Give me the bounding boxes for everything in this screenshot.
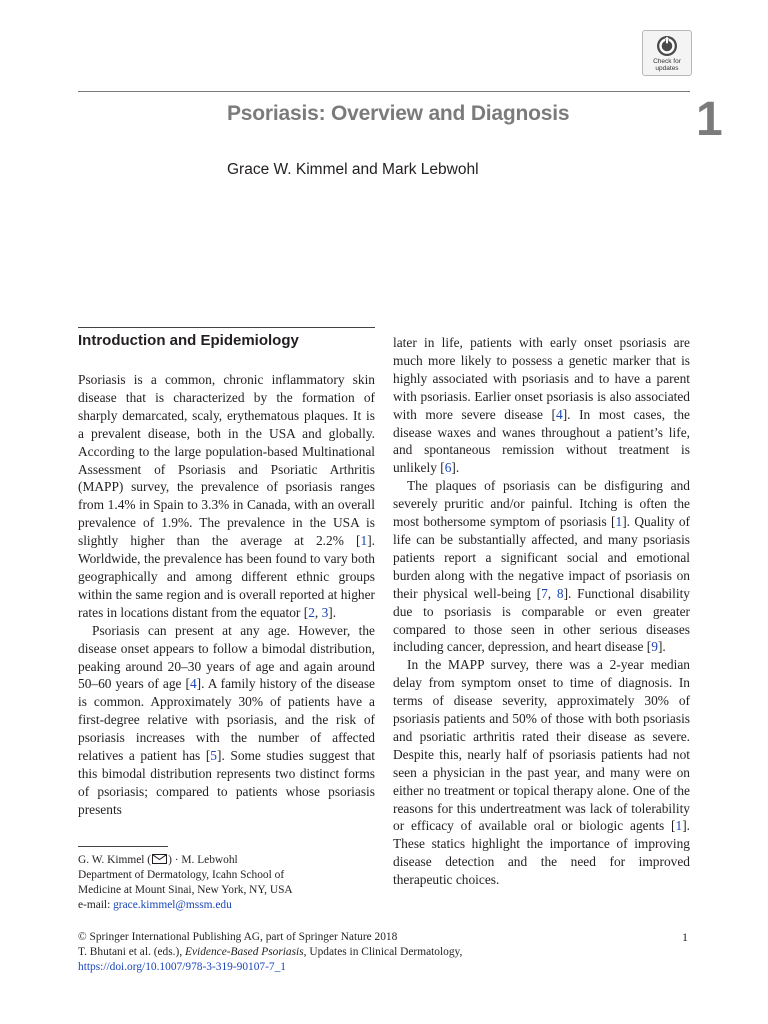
book-title: Evidence-Based Psoriasis [185,946,304,958]
doi-link[interactable]: https://doi.org/10.1007/978-3-319-90107-7_1 [78,961,286,973]
chapter-number: 1 [696,93,723,146]
citation-link[interactable]: 6 [444,460,452,476]
left-column [78,371,375,819]
citation-link[interactable]: 1 [675,818,683,834]
text-run: ]. In most cases, the disease waxes and wanes throughout a patient’s life, and spontaneous remission without treatment is unlikely [ [393,406,690,476]
text-run: Psoriasis can present at any age. However, the disease onset appears to follow a bimodal distribution, peaking around 20–30 years of age and again around 50–60 years of age [ [78,622,375,692]
paragraph [393,477,690,656]
text-run: , [314,604,322,620]
text-run: Psoriasis is a common, chronic inflammatory skin disease that is characterized by the formation of sharply demarcated, scaly, erythematous plaques. It is a prevalent disease, both in the USA and globally. According to the large population-based Multinational Assessment of Psoriasis and Psoriatic Arthritis (MAPP) survey, the prevalence of psoriasis ranges from 1.4% in Spain to 3.3% in Canada, with an overall prevalence of 1.9%. The prevalence in the USA is slightly higher than the average at 2.2% [ [78,372,375,549]
footnote-authors [78,853,378,868]
section-heading: Introduction and Epidemiology [78,332,299,349]
text-run: The plaques of psoriasis can be disfiguring and severely pruritic and/or painful. Itching is often the most bothersome symptom of psoriasis [ [393,478,690,530]
paragraph [78,371,375,622]
text-run: G. W. Kimmel ( [78,854,152,866]
citation-link[interactable]: 4 [189,676,197,692]
copyright-block [78,930,462,975]
chapter-title: Psoriasis: Overview and Diagnosis [227,102,570,125]
citation-link[interactable]: 3 [321,604,329,620]
header-rule [78,91,690,92]
text-run: e-mail: [78,899,114,911]
text-run: ]. A family history of the disease is common. Approximately 30% of patients have a first-degree relative with psoriasis, and the risk of psoriasis increases with the number of affected relatives a patient has [ [78,676,375,764]
text-run: ]. Quality of life can be substantially affected, and many psoriasis patients report a significant social and emotional burden along with the negative impact of psoriasis on their physical well-being [ [393,514,690,601]
chapter-authors: Grace W. Kimmel and Mark Lebwohl [227,161,479,178]
citation-link[interactable]: 9 [651,639,658,655]
footnote-rule [78,846,168,847]
text-run: ]. [657,639,666,655]
text-run: ]. Functional disability due to psoriasis is comparable or even greater compared to those seen in other serious diseases including cancer, depression, and heart disease [ [393,585,690,655]
citation-link[interactable]: 7 [541,585,548,601]
badge-text-line2: updates [655,65,679,72]
envelope-icon[interactable] [152,854,167,864]
text-run: ]. Worldwide, the prevalence has been found to vary both geographically and among different ethnic groups within the same region and is overall reported at higher rates in locations distant from the equator [ [78,533,375,620]
text-run: T. Bhutani et al. (eds.), [78,946,186,958]
citation-link[interactable]: 1 [615,514,623,530]
check-for-updates-badge[interactable] [642,30,692,76]
citation-line [78,945,462,960]
footnote-affiliation-line2: Medicine at Mount Sinai, New York, NY, USA [78,884,293,896]
email-link[interactable]: grace.kimmel@mssm.edu [113,899,232,911]
page-number: 1 [682,930,688,944]
footnote-affiliation-line1: Department of Dermatology, Icahn School of [78,869,285,881]
citation-link[interactable]: 2 [308,604,315,620]
citation-link[interactable]: 1 [360,533,368,549]
author-footnote [78,853,378,913]
copyright-line: © Springer International Publishing AG, part of Springer Nature 2018 [78,931,398,943]
paragraph [78,622,375,819]
text-run: ) · M. Lebwohl [168,854,238,866]
paragraph [393,656,690,889]
text-run: ]. [451,460,460,476]
citation-link[interactable]: 8 [556,585,564,601]
right-column [393,334,690,889]
badge-text-line1: Check for [653,58,681,65]
footnote-email-line [78,898,378,913]
section-rule [78,327,375,328]
paragraph [393,334,690,477]
citation-link[interactable]: 4 [555,406,563,422]
text-run: ]. Some studies suggest that this bimodal distribution represents two distinct forms of psoriasis; compared to patients whose psoriasis presents [78,748,375,817]
text-run: ]. These statics highlight the importance of improving disease detection and the need for improved therapeutic choices. [393,818,690,888]
text-run: , [547,585,557,601]
badge-text [643,58,691,72]
text-run: In the MAPP survey, there was a 2-year median delay from symptom onset to time of diagnosis. In terms of disease severity, approximately 30% of psoriasis patients and 50% of those with both psoriasis and psoriatic arthritis rated their disease as severe. Despite this, nearly half of psoriasis patients had not seen a physician in the past year, and many were on either no treatment or topical therapy alone. One of the reasons for this undertreatment was lack of tolerability or efficacy of available oral or biologic agents [ [393,657,690,834]
text-run: ]. [328,604,337,620]
text-run: later in life, patients with early onset psoriasis are much more likely to possess a genetic marker that is highly associated with psoriasis and to have a parent with psoriasis. Earlier onset psoriasis is also associated with more severe disease [ [393,335,690,422]
text-run: , Updates in Clinical Dermatology, [303,946,463,958]
citation-link[interactable]: 5 [210,748,217,764]
update-check-icon [656,35,678,57]
